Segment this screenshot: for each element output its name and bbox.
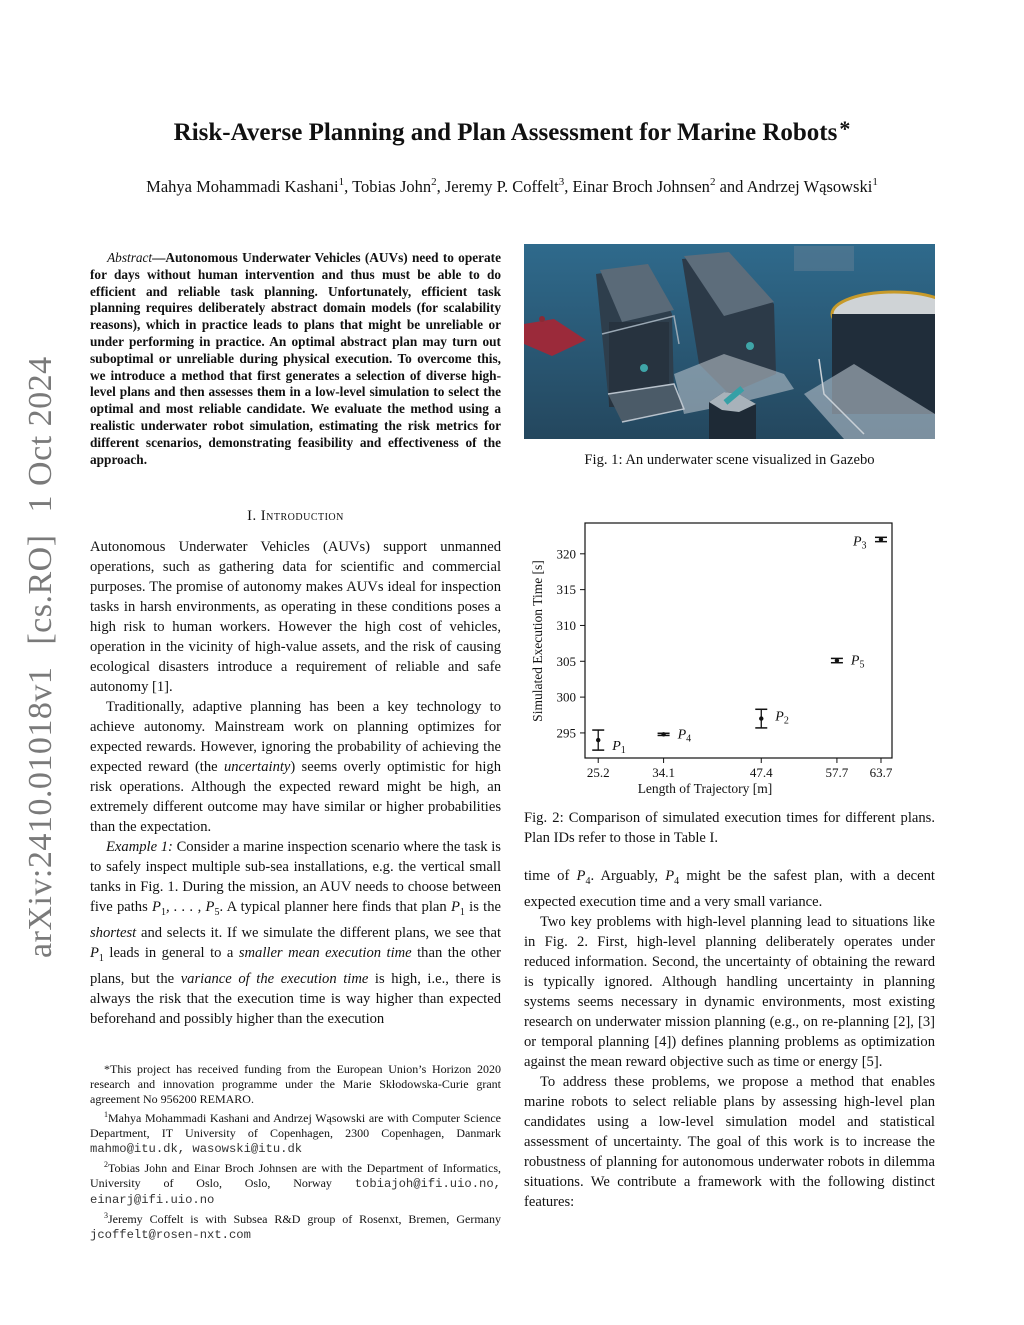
- left-column-body: [90, 537, 501, 1029]
- text-run: time of: [524, 868, 577, 884]
- author: Jeremy P. Coffelt: [444, 177, 559, 196]
- execution-time-chart: [520, 515, 910, 800]
- y-tick-label: 300: [556, 689, 576, 705]
- text-run: . A typical planner here finds that plan: [219, 899, 451, 915]
- example-label: Example 1:: [106, 839, 173, 855]
- intro-paragraph-1: Autonomous Underwater Vehicles (AUVs) support unmanned operations, such as gathering data for scientific and commercial purposes. The promise of autonomy makes AUVs ideal for inspection tasks in harsh environments, as operating in these conditions poses a high risk to human workers. However the high cost of vehicles, operation in the vicinity of high-value assets, and the risk of causing ecological disasters introduce a requirement of reliable and safe autonomy [1].: [90, 539, 501, 695]
- text-run: might be the safest plan, with a decent expected execution time and a very small variance.: [524, 868, 935, 910]
- abstract: [90, 250, 501, 468]
- footnote-text: Tobias John and Einar Broch Johnsen are with the Department of Informatics, University of Oslo, Oslo, Norway: [90, 1161, 501, 1190]
- emphasis: shortest: [90, 924, 137, 941]
- abstract-dash: —: [152, 250, 166, 265]
- footnote-text: Jeremy Coffelt is with Subsea R&D group of Rosenxt, Bremen, Germany: [108, 1212, 501, 1226]
- continuation-paragraph: [524, 866, 935, 912]
- arxiv-stamp: [22, 334, 60, 958]
- x-tick-label: 63.7: [869, 765, 893, 780]
- title-footnote-marker: *: [839, 116, 851, 141]
- y-axis-ticks: [557, 546, 586, 740]
- math-p4: $P_4$: [665, 868, 680, 887]
- author-separator: and: [715, 177, 747, 196]
- figure-2-caption: Fig. 2: Comparison of simulated execution times for different plans. Plan IDs refer to those in Table I.: [524, 810, 935, 846]
- point-label: $P_2$: [775, 709, 789, 727]
- text-run: and selects it. If we simulate the different plans, we see that: [136, 924, 501, 941]
- author: Einar Broch Johnsen: [572, 177, 710, 196]
- footnote-text: Mahya Mohammadi Kashani and Andrzej Wąsowski are with Computer Science Department, IT University of Copenhagen, 2300 Copenhagen, Danmark: [90, 1111, 501, 1140]
- footnote-2: [90, 1157, 501, 1208]
- footnote-1: [90, 1107, 501, 1157]
- right-column-body: [524, 866, 935, 1212]
- section-heading-introduction: [90, 508, 501, 525]
- figure-1-underwater-scene: [524, 244, 935, 439]
- x-tick-label: 25.2: [586, 765, 610, 780]
- x-axis-label: Length of Trajectory [m]: [637, 781, 773, 796]
- y-tick-label: 295: [556, 725, 576, 741]
- paper-title: [0, 116, 1024, 147]
- text-run: than the other plans, but the: [90, 944, 501, 987]
- abstract-text: Autonomous Underwater Vehicles (AUVs) need to operate for days without human intervention and thus must be able to do efficient and reliable task planning. Unfortunately, efficient task planning requires deliberately abstract domain models (for scalability reasons), which in practice leads to plans that might be unreliable or under performing in practice. An optimal abstract plan may turn out suboptimal or unreliable during physical execution. To overcome this, we introduce a method that first generates a selection of diverse high-level plans and then assesses them in a low-level simulation to select the optimal and most reliable candidate. We evaluate the method using a realistic underwater robot simulation, estimating the risk metrics for different scenarios, demonstrating feasibility and effectiveness of the approach.: [90, 250, 502, 467]
- emphasis: uncertainty: [223, 759, 291, 775]
- data-points: [592, 534, 887, 756]
- author: Andrzej Wąsowski: [746, 177, 873, 196]
- example-1-paragraph: [90, 837, 501, 1029]
- text-run: Traditionally, adaptive planning has been a key technology to achieve autonomy. Mainstream work on planning optimizes for expected rewards. However, ignoring the probability of achieving the expected reward (the: [90, 699, 501, 775]
- footnote-marker: 1: [104, 1110, 108, 1119]
- author-list: [0, 176, 1024, 197]
- x-axis-ticks: [587, 758, 893, 780]
- text-run: leads in general to a: [103, 944, 239, 961]
- math-p1: $P_1$: [90, 944, 104, 964]
- y-tick-label: 310: [556, 617, 576, 633]
- footnote-3: [90, 1208, 501, 1243]
- footnote-email[interactable]: mahmo@itu.dk, wasowski@itu.dk: [90, 1142, 303, 1156]
- y-tick-label: 320: [556, 546, 576, 562]
- text-run: is the: [464, 899, 501, 915]
- author: Tobias John: [352, 177, 432, 196]
- text-run: Consider a marine inspection scenario where the task is to safely inspect multiple sub-sea installations, e.g. the vertical small tanks in Fig. 1. During the mission, an AUV needs to choose between five paths: [90, 839, 501, 915]
- arxiv-date: 1 Oct 2024: [22, 356, 59, 513]
- y-axis-label: Simulated Execution Time [s]: [530, 560, 545, 722]
- math-paths: $P_1$, . . . , $P_5$: [152, 899, 220, 918]
- point-label: $P_1$: [612, 739, 626, 757]
- approach-paragraph: To address these problems, we propose a method that enables marine robots to select reliable plans by assessing high-level plan candidates using a low-level simulation model and statistical assessment of uncertainty. The goal of this work is to increase the robustness of planning for autonomous underwater robots in dilemma situations. We contribute a framework with the following distinct features:: [524, 1073, 935, 1210]
- point-label: $P_5$: [850, 653, 865, 671]
- figure-2-chart: [520, 515, 910, 800]
- author-affiliation: 1: [872, 176, 878, 188]
- text-run: ) seems overly optimistic for high risk operations. Although the expected reward might be high, an extremely different outcome may have similar or higher probabilities than the expectation.: [90, 759, 502, 835]
- data-point-p1: [592, 730, 626, 756]
- footnote-marker: 3: [104, 1211, 108, 1220]
- figure-1-caption: Fig. 1: An underwater scene visualized in Gazebo: [584, 452, 875, 468]
- data-point-p4: [658, 727, 692, 744]
- title-text: Risk-Averse Planning and Plan Assessment for Marine Robots: [173, 119, 838, 146]
- intro-paragraph-2: [90, 697, 501, 837]
- point-label: $P_4$: [677, 727, 692, 745]
- author-separator: ,: [564, 177, 573, 196]
- data-point-p5: [831, 654, 865, 671]
- author-affiliation: 3: [558, 176, 565, 188]
- emphasis: smaller mean execution time: [238, 944, 412, 961]
- author: Mahya Mohammadi Kashani: [146, 177, 339, 196]
- arxiv-category: [cs.RO]: [22, 534, 59, 645]
- data-point-p3: [852, 534, 887, 551]
- arxiv-id: arXiv:2410.01018v1: [22, 666, 59, 958]
- footnote-email[interactable]: tobiajoh@ifi.uio.no, einarj@ifi.uio.no: [90, 1177, 501, 1207]
- point-label: $P_3$: [852, 534, 867, 552]
- plot-frame: [585, 523, 892, 758]
- text-run: . Arguably,: [590, 868, 666, 884]
- footnote-funding: *This project has received funding from the European Union’s Horizon 2020 research and innovation programme under the Marie Skłodowska-Curie grant agreement No 956200 REMARO.: [90, 1062, 501, 1106]
- footnote-marker: 2: [104, 1160, 108, 1169]
- author-separator: ,: [344, 177, 353, 196]
- y-tick-label: 315: [556, 582, 576, 598]
- author-separator: ,: [436, 177, 445, 196]
- x-tick-label: 57.7: [825, 765, 849, 780]
- math-p4: $P_4$: [576, 868, 591, 887]
- problems-paragraph: Two key problems with high-level planning lead to situations like in Fig. 2. First, high-level planning deliberately operates under reduced information. Second, the uncertainty of obtaining the reward is typically ignored. Although handling uncertainty in planning systems seems necessary in dynamic environments, most existing research on underwater mission planning (e.g., on re-planning [2], [3] or temporal planning [4]) defines planning problems as optimization against the mean reward objective such as time or energy [5].: [524, 913, 935, 1070]
- data-point-p2: [755, 709, 789, 728]
- emphasis: variance of the execution time: [180, 970, 369, 987]
- underwater-scene-image: [524, 244, 935, 439]
- section-number: I.: [247, 508, 257, 524]
- x-tick-label: 47.4: [749, 765, 773, 780]
- abstract-label: Abstract: [107, 250, 153, 265]
- x-tick-label: 34.1: [652, 765, 675, 780]
- text-run: is high, i.e., there is always the risk that the execution time is way higher than expected beforehand and possibly higher than the execution: [90, 970, 501, 1027]
- author-affiliation: 2: [709, 176, 716, 188]
- author-affiliation: 2: [431, 176, 437, 188]
- math-p1: $P_1$: [450, 899, 465, 918]
- author-affiliation: 1: [338, 176, 345, 188]
- y-tick-label: 305: [556, 653, 576, 669]
- footnote-email[interactable]: jcoffelt@rosen-nxt.com: [90, 1228, 251, 1242]
- section-title: Introduction: [260, 508, 344, 524]
- footnotes: [90, 1062, 501, 1243]
